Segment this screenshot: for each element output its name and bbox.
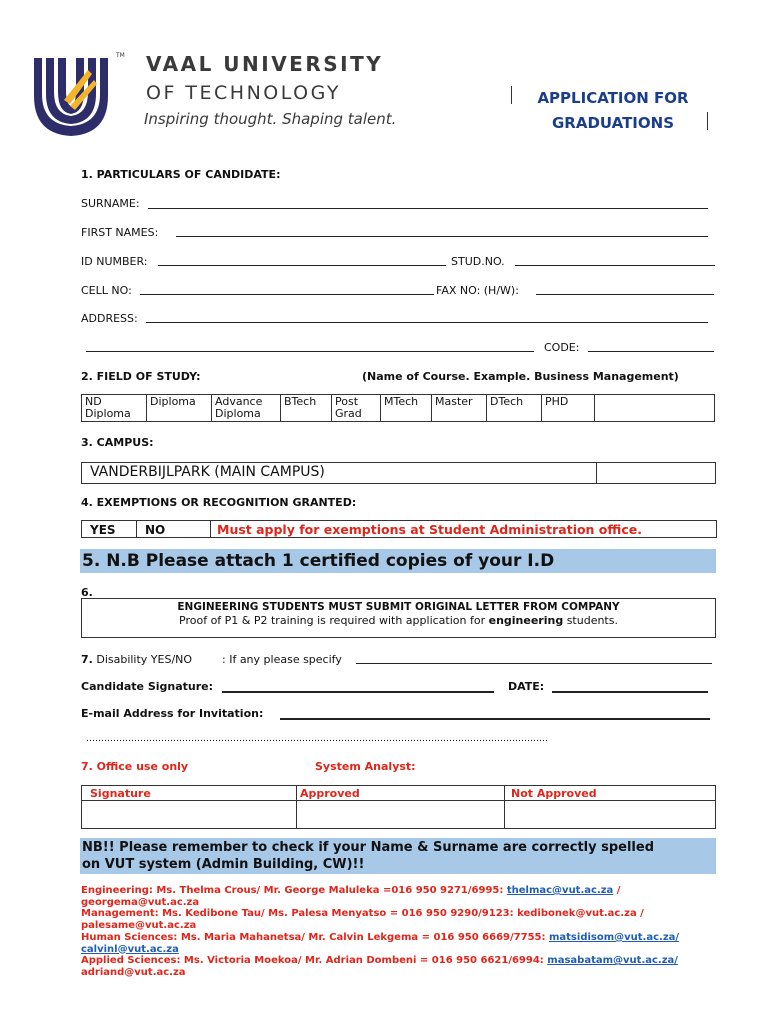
- study-option-4[interactable]: [332, 395, 381, 422]
- exemption-yes-option[interactable]: YES: [90, 523, 116, 537]
- contact-text: georgema@vut.ac.za: [81, 896, 200, 908]
- office-not-approved-header: Not Approved: [511, 787, 597, 800]
- date-label: DATE:: [508, 680, 545, 693]
- office-use-label: 7. Office use only: [81, 760, 189, 773]
- study-option-line-2: Grad: [335, 407, 362, 420]
- contact-email-link[interactable]: thelmac@vut.ac.za: [506, 885, 614, 896]
- study-option-7[interactable]: [487, 395, 542, 422]
- contact-line: [81, 967, 721, 979]
- contact-line: [81, 897, 721, 909]
- study-option-0[interactable]: [82, 395, 147, 422]
- contact-suffix: /: [613, 885, 621, 896]
- study-option-line-1: MTech: [384, 395, 419, 408]
- course-note: (Name of Course. Example. Business Management): [362, 370, 679, 383]
- study-option-5[interactable]: [381, 395, 432, 422]
- surname-label: SURNAME:: [81, 197, 140, 210]
- study-option-3[interactable]: [281, 395, 332, 422]
- study-option-line-1: DTech: [490, 395, 524, 408]
- code-field[interactable]: [588, 351, 714, 352]
- nb-line-1: NB!! Please remember to check if your Name & Surname are correctly spelled: [82, 840, 655, 855]
- disability-label: Disability YES/NO: [96, 653, 193, 666]
- exemption-note: Must apply for exemptions at Student Administration office.: [217, 522, 642, 537]
- contact-text: adriand@vut.ac.za: [81, 966, 186, 978]
- study-option-line-1: Post: [335, 395, 359, 408]
- application-title: [508, 86, 718, 136]
- cell-no-field[interactable]: [140, 294, 434, 295]
- stud-no-field[interactable]: [515, 265, 715, 266]
- address-field-2[interactable]: [86, 351, 534, 352]
- proof-text: [82, 614, 715, 627]
- contact-line: [81, 932, 721, 944]
- proof-bold: engineering: [488, 614, 564, 627]
- campus-box[interactable]: [81, 462, 716, 484]
- surname-field[interactable]: [148, 208, 708, 209]
- fax-no-field[interactable]: [536, 294, 714, 295]
- office-col-1[interactable]: [82, 786, 297, 828]
- section-6-number: 6.: [81, 586, 93, 599]
- signature-label: Candidate Signature:: [81, 680, 214, 693]
- section-7-number: 7.: [81, 653, 93, 666]
- engineering-heading: ENGINEERING STUDENTS MUST SUBMIT ORIGINAL LETTER FROM COMPANY: [177, 601, 620, 613]
- office-col-2[interactable]: [296, 786, 505, 828]
- study-option-line-1: Diploma: [150, 395, 196, 408]
- contact-email-link[interactable]: calvinl@vut.ac.za: [81, 943, 179, 955]
- signature-field[interactable]: [222, 691, 494, 693]
- contacts-block: [81, 885, 721, 979]
- nb-line-2: on VUT system (Admin Building, CW)!!: [82, 857, 365, 872]
- contact-line: [81, 885, 721, 897]
- contact-text: Management: Ms. Kedibone Tau/ Ms. Palesa Menyatso = 016 950 9290/9123: kedibonek@vut.ac.za /: [81, 908, 644, 920]
- proof-prefix: Proof of P1 & P2 training is required with application for: [179, 614, 489, 627]
- title-cursor-right: [707, 112, 708, 130]
- office-use-table: [81, 785, 716, 829]
- section-1-heading: 1. PARTICULARS OF CANDIDATE:: [81, 168, 281, 181]
- study-option-line-1: Advance: [215, 395, 263, 408]
- study-option-line-1: BTech: [284, 395, 317, 408]
- contact-email-link[interactable]: masabatam@vut.ac.za/: [547, 955, 678, 967]
- contact-email-link[interactable]: matsidisom@vut.ac.za/: [548, 931, 680, 943]
- cell-no-label: CELL NO:: [81, 284, 132, 297]
- study-option-8[interactable]: [542, 395, 595, 422]
- logo-tagline: Inspiring thought. Shaping talent.: [144, 110, 397, 128]
- address-field-1[interactable]: [146, 322, 708, 323]
- logo-line-1: VAAL UNIVERSITY: [146, 52, 384, 76]
- study-option-line-2: Diploma: [215, 407, 261, 420]
- study-option-blank[interactable]: [595, 395, 715, 422]
- specify-field[interactable]: [356, 663, 712, 664]
- office-col-1-rule: [82, 800, 296, 801]
- exemptions-row: [81, 520, 717, 538]
- address-label: ADDRESS:: [81, 312, 138, 325]
- contact-line: [81, 944, 721, 956]
- trademark: TM: [116, 52, 125, 59]
- contact-line: [81, 920, 721, 932]
- email-field[interactable]: [280, 718, 710, 720]
- fax-no-label: FAX NO: (H/W):: [436, 284, 519, 297]
- section-4-heading: 4. EXEMPTIONS OR RECOGNITION GRANTED:: [81, 496, 357, 509]
- specify-label: : If any please specify: [222, 653, 342, 666]
- email-label: E-mail Address for Invitation:: [81, 707, 264, 720]
- proof-suffix: students.: [563, 614, 618, 627]
- exemption-no-option[interactable]: NO: [145, 523, 166, 537]
- contact-text: Human Sciences: Ms. Maria Mahanetsa/ Mr. Calvin Lekgema = 016 950 6669/7755:: [81, 931, 549, 943]
- dotted-line: ……………………………………………………………………………………………………………………………………….: [86, 734, 548, 744]
- study-option-6[interactable]: [432, 395, 487, 422]
- office-approved-header: Approved: [300, 787, 360, 800]
- engineering-box: [81, 598, 716, 638]
- study-option-1[interactable]: [147, 395, 212, 422]
- contact-text: palesame@vut.ac.za: [81, 920, 197, 932]
- vut-emblem-icon: [28, 50, 114, 136]
- section-2-heading: 2. FIELD OF STUDY:: [81, 370, 201, 383]
- first-names-label: FIRST NAMES:: [81, 226, 159, 239]
- study-option-2[interactable]: [212, 395, 281, 422]
- id-number-field[interactable]: [158, 265, 446, 266]
- code-label: CODE:: [544, 341, 580, 354]
- id-number-label: ID NUMBER:: [81, 255, 148, 268]
- contact-line: [81, 955, 721, 967]
- disability-row: [81, 653, 192, 666]
- office-col-3[interactable]: [505, 786, 715, 828]
- contact-text: Applied Sciences: Ms. Victoria Moekoa/ Mr. Adrian Dombeni = 016 950 6621/6994:: [81, 955, 548, 967]
- study-option-line-1: PHD: [545, 395, 569, 408]
- office-col-3-rule: [505, 800, 715, 801]
- study-option-line-2: Diploma: [85, 407, 131, 420]
- section-3-heading: 3. CAMPUS:: [81, 436, 154, 449]
- field-of-study-table: [81, 394, 715, 422]
- campus-value: VANDERBIJLPARK (MAIN CAMPUS): [90, 464, 325, 480]
- office-col-2-rule: [296, 800, 504, 801]
- university-logo: [28, 50, 428, 140]
- contact-text: Engineering: Ms. Thelma Crous/ Mr. George Maluleka =016 950 9271/6995:: [81, 885, 507, 896]
- office-signature-header: Signature: [90, 787, 151, 800]
- nb-bar: [80, 838, 716, 874]
- logo-line-2: OF TECHNOLOGY: [146, 82, 342, 104]
- yes-divider: [136, 521, 137, 537]
- stud-no-label: STUD.NO.: [451, 255, 505, 268]
- date-field[interactable]: [552, 691, 708, 693]
- campus-divider: [596, 463, 597, 483]
- title-line-1: APPLICATION FOR: [537, 89, 689, 107]
- title-line-2: GRADUATIONS: [551, 114, 674, 132]
- contact-line: [81, 908, 721, 920]
- study-option-line-1: ND: [85, 395, 102, 408]
- study-option-line-1: Master: [435, 395, 473, 408]
- system-analyst-label: System Analyst:: [315, 760, 416, 773]
- section-5-heading: 5. N.B Please attach 1 certified copies of your I.D: [82, 551, 555, 571]
- section-5-bar: [80, 549, 716, 573]
- first-names-field[interactable]: [176, 236, 708, 237]
- no-divider: [210, 521, 211, 537]
